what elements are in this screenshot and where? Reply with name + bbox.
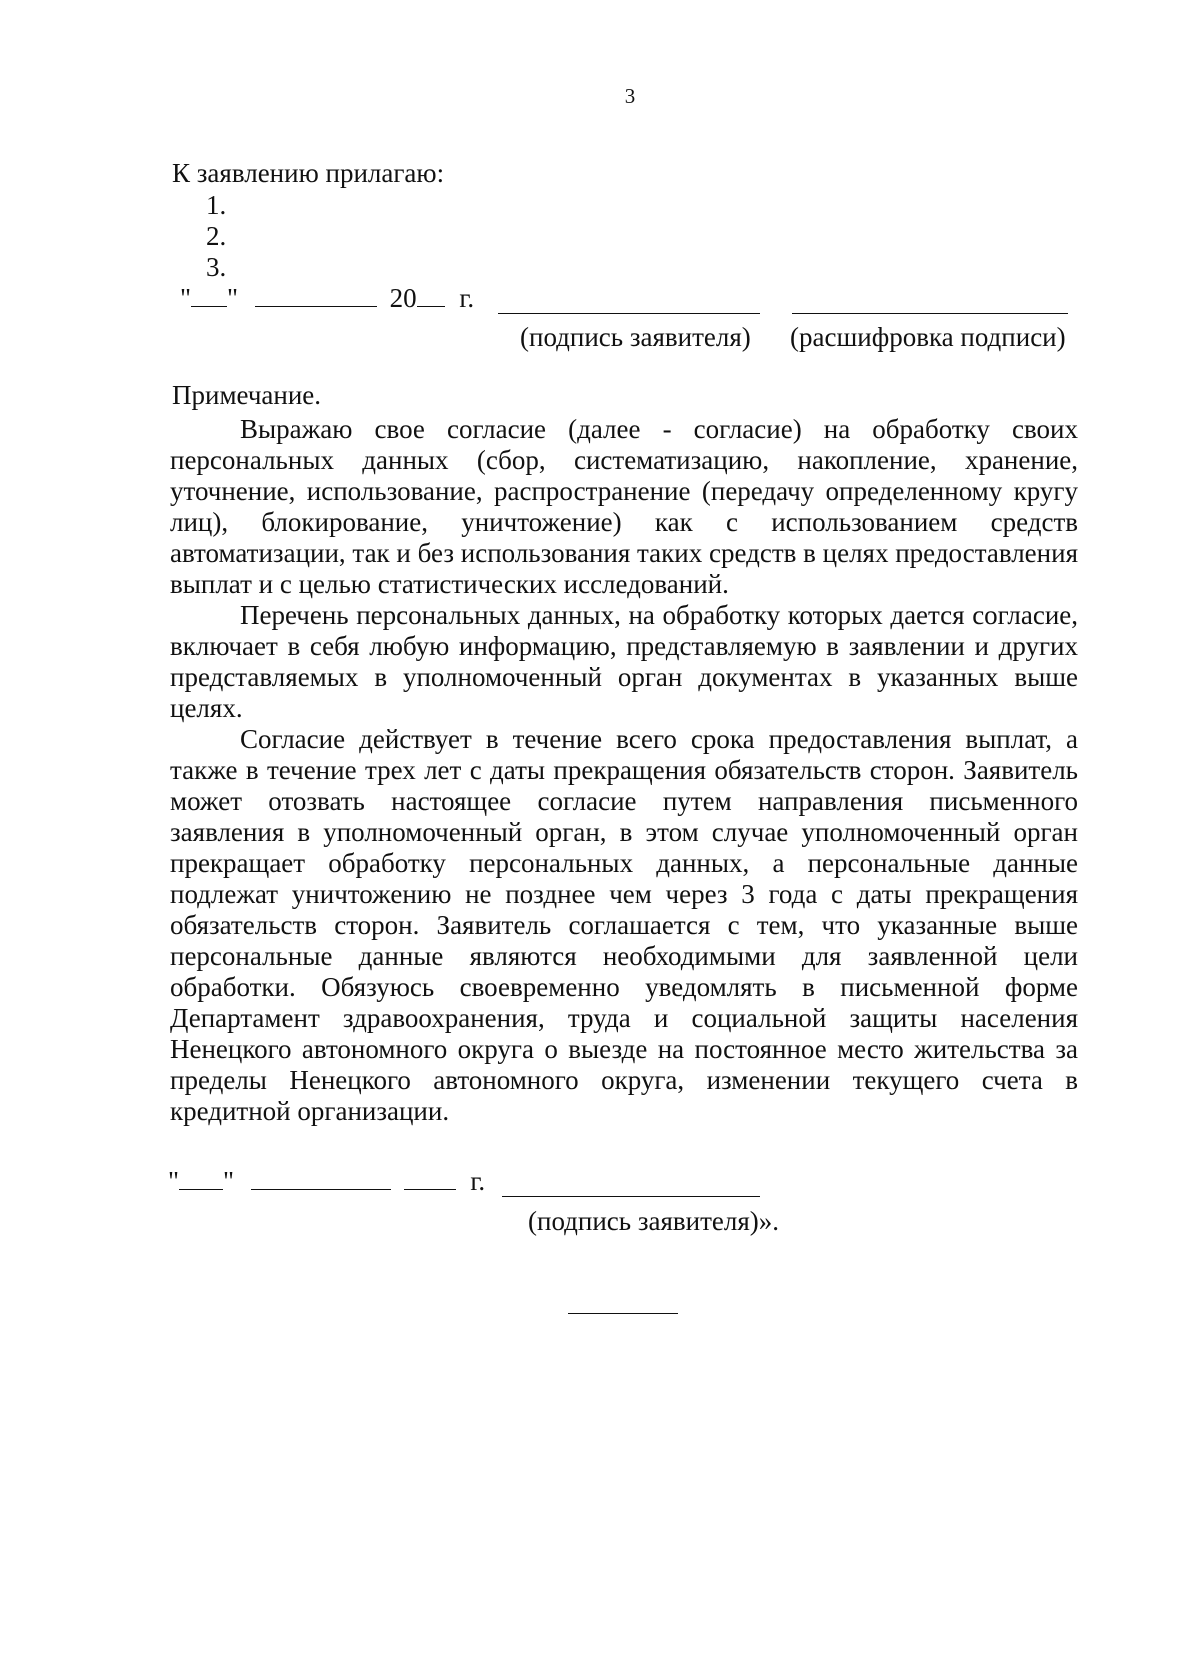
list-item: 1. (206, 190, 227, 220)
year-suffix: г. (459, 283, 475, 313)
list-item: 2. (206, 221, 227, 251)
year-blank (417, 284, 445, 307)
consent-paragraph: Выражаю свое согласие (далее - согласие) на обработку своих персональных данных (сбор, систематизацию, накопление, хранение, уточнение, использование, распространение (передачу определенному кругу лиц), блокирование, уничтожение) как с использованием средств автоматизации, так и без использования таких средств в целях предоставления выплат и с целью статистических исследований. (170, 414, 1078, 599)
signature-caption: (подпись заявителя) (520, 322, 751, 352)
attachments-list (206, 190, 226, 283)
decoding-line (792, 313, 1068, 314)
signature-caption: (подпись заявителя)». (528, 1206, 780, 1236)
first-date-line (180, 283, 474, 314)
year-prefix: 20 (389, 283, 417, 313)
year-suffix: г. (470, 1166, 486, 1196)
month-blank (255, 284, 377, 307)
signature-line (498, 313, 760, 314)
list-item: 3. (206, 252, 227, 282)
closing-rule (568, 1313, 678, 1314)
data-list-paragraph: Перечень персональных данных, на обработку которых дается согласие, включает в себя любую информацию, представляемую в заявлении и других представляемых в уполномоченный орган документах в указанных выше целях. (170, 600, 1078, 723)
day-blank (191, 284, 227, 307)
quote-open: " (168, 1166, 180, 1196)
validity-paragraph: Согласие действует в течение всего срока предоставления выплат, а также в течение трех лет с даты прекращения обязательств сторон. Заявитель может отозвать настоящее согласие путем направления письменного заявления в уполномоченный орган, в этом случае уполномоченный орган прекращает обработку персональных данных, а персональные данные подлежат уничтожению не позднее чем через 3 года с даты прекращения обязательств сторон. Заявитель соглашается с тем, что указанные выше персональные данные являются необходимыми для заявленной цели обработки. Обязуюсь своевременно уведомлять в письменной форме Департамент здравоохранения, труда и социальной защиты населения Ненецкого автономного округа о выезде на постоянное место жительства за пределы Ненецкого автономного округа, изменении текущего счета в кредитной организации. (170, 724, 1078, 1126)
attachments-heading: К заявлению прилагаю: (172, 158, 445, 188)
quote-close: " (223, 1166, 235, 1196)
page-number: 3 (624, 84, 636, 108)
quote-open: " (180, 283, 192, 313)
month-blank (251, 1167, 391, 1190)
second-date-line (168, 1166, 485, 1197)
decoding-caption: (расшифровка подписи) (790, 322, 1066, 352)
year-blank (404, 1167, 456, 1190)
day-blank (179, 1167, 223, 1190)
quote-close: " (227, 283, 239, 313)
note-heading: Примечание. (172, 380, 322, 410)
signature-line (502, 1196, 760, 1197)
